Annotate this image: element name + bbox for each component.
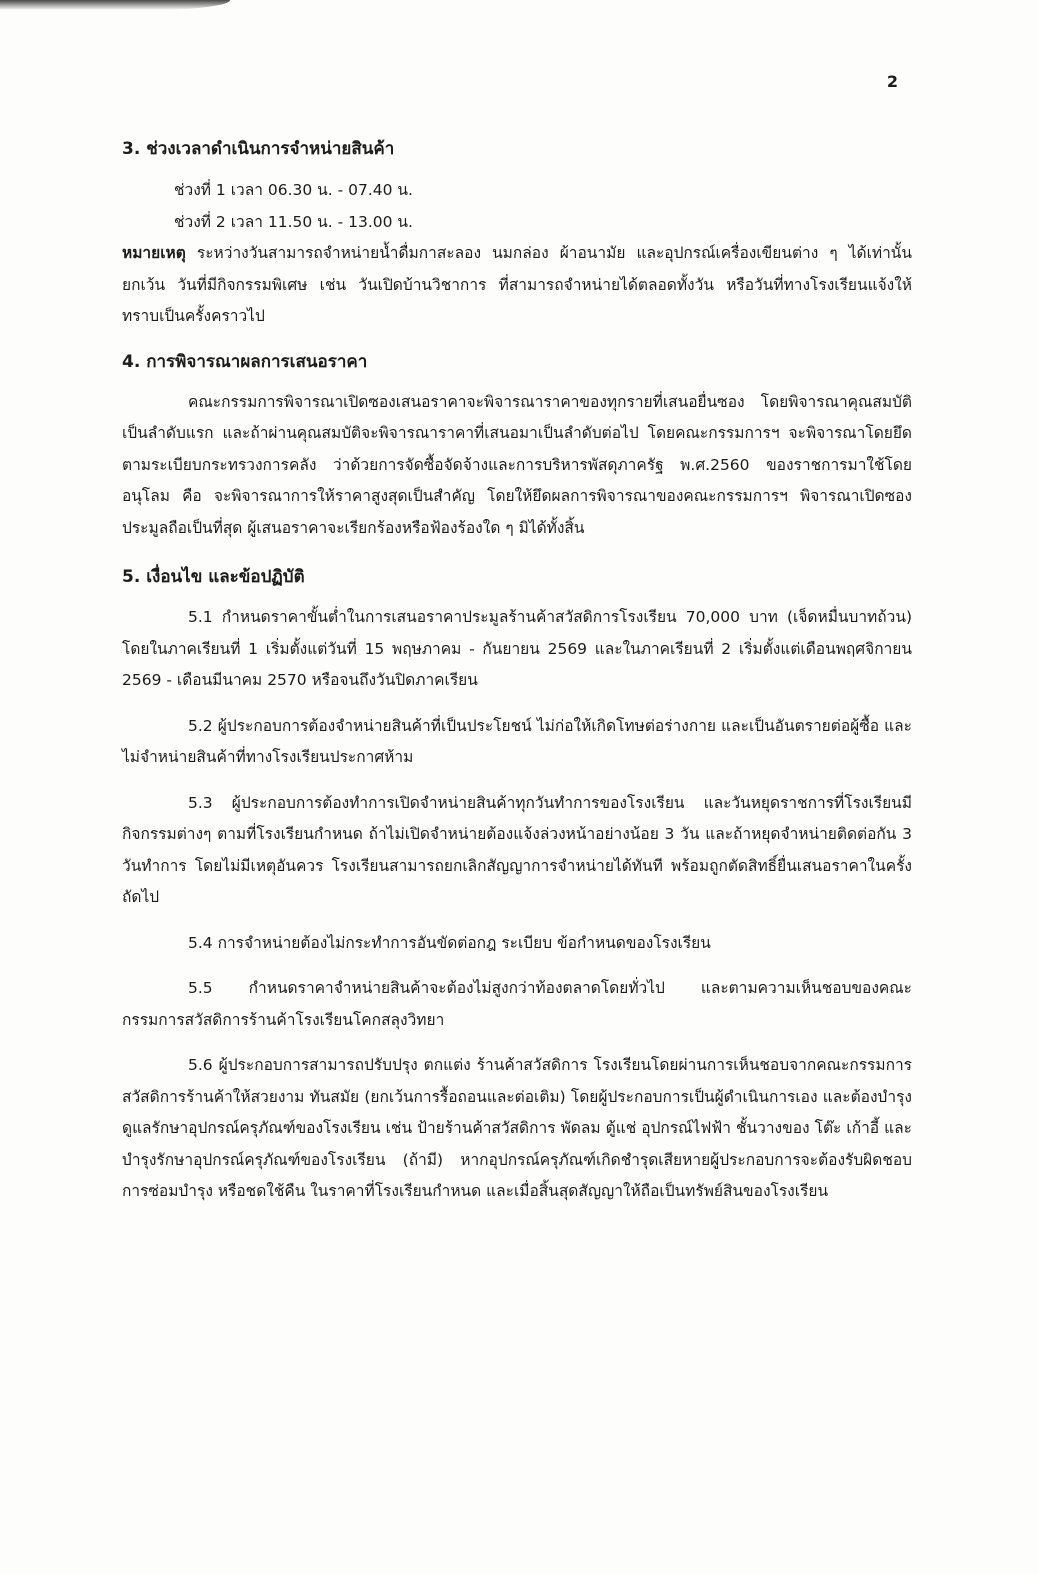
scan-edge-shadow — [0, 0, 230, 10]
clause-5-4: 5.4 การจำหน่ายต้องไม่กระทำการอันขัดต่อกฎ ระเบียบ ข้อกำหนดของโรงเรียน — [188, 933, 711, 952]
note-text: ระหว่างวันสามารถจำหน่ายน้ำดื่มกาสะลอง นมกล่อง ผ้าอนามัย และอุปกรณ์เครื่องเขียนต่าง ๆ ได้เท่านั้น ยกเว้น วันที่มีกิจกรรมพิเศษ เช่น วันเปิดบ้านวิชาการ ที่สามารถจำหน่ายได้ตลอดทั้งวัน หรือวันที่ทางโรงเรียนแจ้งให้ทราบเป็นครั้งคราวไป — [122, 244, 912, 325]
time-period-2: ช่วงที่ 2 เวลา 11.50 น. - 13.00 น. — [174, 213, 413, 231]
clause-5-1: 5.1 กำหนดราคาขั้นต่ำในการเสนอราคาประมูลร้านค้าสวัสดิการโรงเรียน 70,000 บาท (เจ็ดหมื่นบาทถ้วน) โดยในภาคเรียนที่ 1 เริ่มตั้งแต่วันที่ 15 พฤษภาคม - กันยายน 2569 และในภาคเรียนที่ 2 เริ่มตั้งแต่เดือนพฤศจิกายน 2569 - เดือนมีนาคม 2570 หรือจนถึงวันปิดภาคเรียน — [122, 608, 912, 689]
document-body — [122, 138, 912, 1208]
section-3-heading: 3. ช่วงเวลาดำเนินการจำหน่ายสินค้า — [122, 139, 395, 159]
clause-5-2: 5.2 ผู้ประกอบการต้องจำหน่ายสินค้าที่เป็นประโยชน์ ไม่ก่อให้เกิดโทษต่อร่างกาย และเป็นอันตรายต่อผู้ซื้อ และไม่จำหน่ายสินค้าที่ทางโรงเรียนประกาศห้าม — [122, 716, 912, 766]
note-label: หมายเหตุ — [122, 244, 186, 262]
clause-5-6: 5.6 ผู้ประกอบการสามารถปรับปรุง ตกแต่ง ร้านค้าสวัสดิการ โรงเรียนโดยผ่านการเห็นชอบจากคณะกรรมการสวัสดิการร้านค้าให้สวยงาม ทันสมัย (ยกเว้นการรื้อถอนและต่อเติม) โดยผู้ประกอบการเป็นผู้ดำเนินการเอง และต้องบำรุงดูแลรักษาอุปกรณ์ครุภัณฑ์ของโรงเรียน เช่น ป้ายร้านค้าสวัสดิการ พัดลม ตู้แช่ อุปกรณ์ไฟฟ้า ชั้นวางของ โต๊ะ เก้าอี้ และบำรุงรักษาอุปกรณ์ครุภัณฑ์ของโรงเรียน (ถ้ามี) หากอุปกรณ์ครุภัณฑ์เกิดชำรุดเสียหายผู้ประกอบการจะต้องรับผิดชอบการซ่อมบำรุง หรือชดใช้คืน ในราคาที่โรงเรียนกำหนด และเมื่อสิ้นสุดสัญญาให้ถือเป็นทรัพย์สินของโรงเรียน — [122, 1056, 912, 1200]
section-3-note — [122, 238, 912, 333]
section-4-body: คณะกรรมการพิจารณาเปิดซองเสนอราคาจะพิจารณาราคาของทุกรายที่เสนอยื่นซอง โดยพิจารณาคุณสมบัติเป็นลำดับแรก และถ้าผ่านคุณสมบัติจะพิจารณาราคาที่เสนอมาเป็นลำดับต่อไป โดยคณะกรรมการฯ จะพิจารณาโดยยึดตามระเบียบกระทรวงการคลัง ว่าด้วยการจัดซื้อจัดจ้างและการบริหารพัสดุภาครัฐ พ.ศ.2560 ของราชการมาใช้โดยอนุโลม คือ จะพิจารณาการให้ราคาสูงสุดเป็นสำคัญ โดยให้ยึดผลการพิจารณาของคณะกรรมการฯ พิจารณาเปิดซองประมูลถือเป็นที่สุด ผู้เสนอราคาจะเรียกร้องหรือฟ้องร้องใด ๆ มิได้ทั้งสิ้น — [122, 392, 912, 537]
section-5-heading: 5. เงื่อนไข และข้อปฏิบัติ — [122, 567, 305, 587]
time-period-1: ช่วงที่ 1 เวลา 06.30 น. - 07.40 น. — [174, 181, 413, 199]
clause-5-3: 5.3 ผู้ประกอบการต้องทำการเปิดจำหน่ายสินค้าทุกวันทำการของโรงเรียน และวันหยุดราชการที่โรงเรียนมีกิจกรรมต่างๆ ตามที่โรงเรียนกำหนด ถ้าไม่เปิดจำหน่ายต้องแจ้งล่วงหน้าอย่างน้อย 3 วัน และถ้าหยุดจำหน่ายติดต่อกัน 3 วันทำการ โดยไม่มีเหตุอันควร โรงเรียนสามารถยกเลิกสัญญาการจำหน่ายได้ทันที พร้อมถูกตัดสิทธิ์ยื่นเสนอราคาในครั้งถัดไป — [122, 793, 912, 906]
clause-5-5: 5.5 กำหนดราคาจำหน่ายสินค้าจะต้องไม่สูงกว่าท้องตลาดโดยทั่วไป และตามความเห็นชอบของคณะกรรมการสวัสดิการร้านค้าโรงเรียนโคกสลุงวิทยา — [122, 979, 912, 1029]
page-number: 2 — [886, 72, 898, 91]
section-4-heading: 4. การพิจารณาผลการเสนอราคา — [122, 351, 368, 372]
